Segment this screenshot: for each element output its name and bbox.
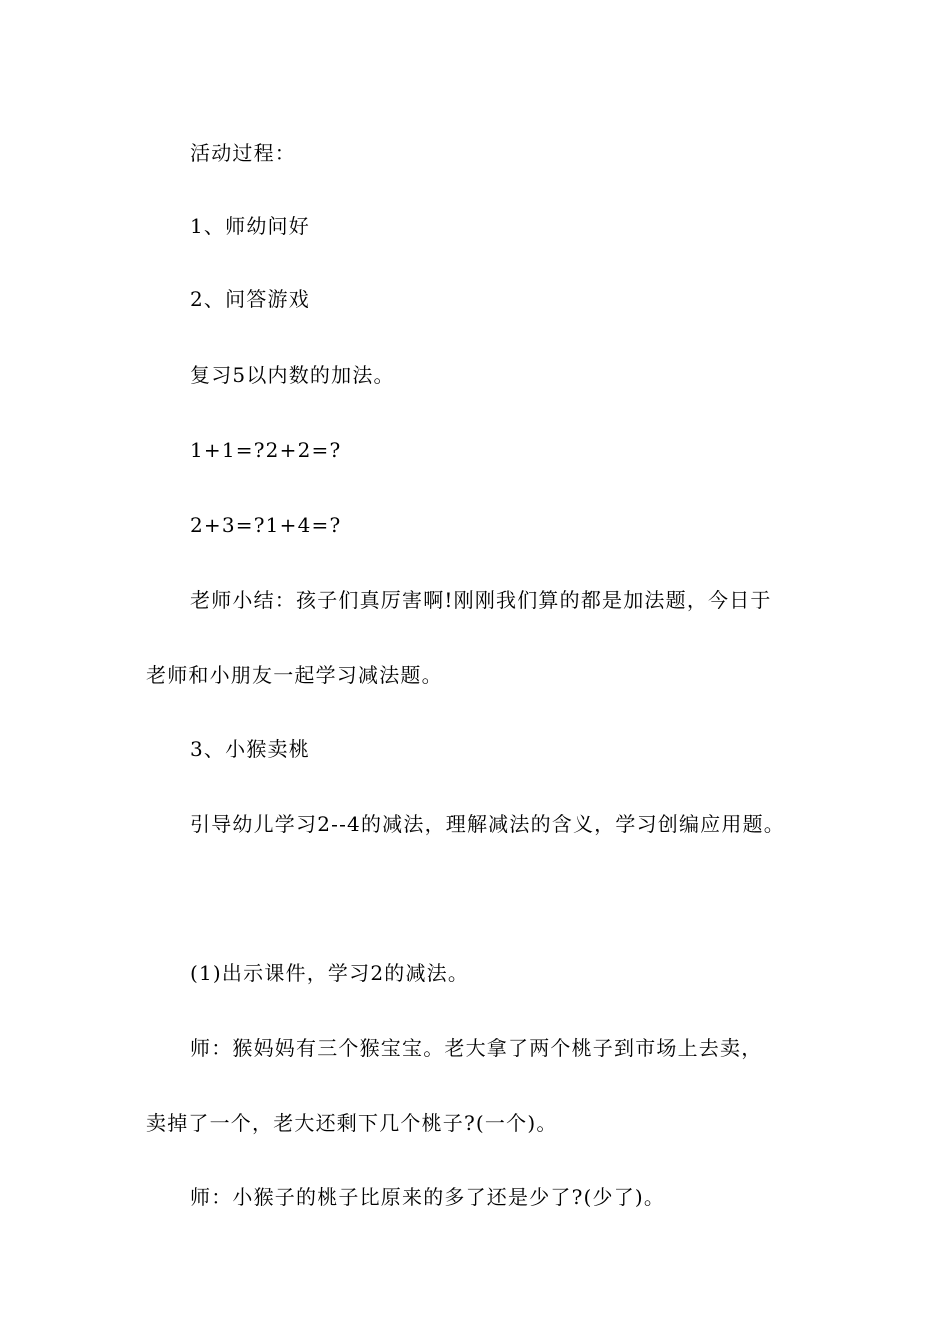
paragraph-teacher-monkey-story: 师：猴妈妈有三个猴宝宝。老大拿了两个桃子到市场上去卖， [190,1036,763,1060]
paragraph-teacher-summary-cont: 老师和小朋友一起学习减法题。 [146,663,443,687]
section-heading-activity-process: 活动过程： [190,141,296,165]
paragraph-teacher-monkey-story-cont: 卖掉了一个，老大还剩下几个桃子?(一个)。 [146,1111,558,1135]
paragraph-review-addition: 复习5以内数的加法。 [190,363,395,387]
equation-line-2: 2+3=?1+4=? [190,513,342,537]
paragraph-guide-subtraction: 引导幼儿学习2--4的减法，理解减法的含义，学习创编应用题。 [190,812,785,836]
paragraph-teacher-summary: 老师小结：孩子们真厉害啊!刚刚我们算的都是加法题，今日于 [190,588,772,612]
step-2-quiz-game: 2、问答游戏 [190,287,310,311]
step-1-greeting: 1、师幼问好 [190,214,310,238]
step-3-monkey-sells-peaches: 3、小猴卖桃 [190,737,310,761]
paragraph-teacher-question: 师：小猴子的桃子比原来的多了还是少了?(少了)。 [190,1185,666,1209]
sub-step-1-show-courseware: (1)出示课件，学习2的减法。 [190,961,470,985]
equation-line-1: 1+1=?2+2=? [190,438,342,462]
